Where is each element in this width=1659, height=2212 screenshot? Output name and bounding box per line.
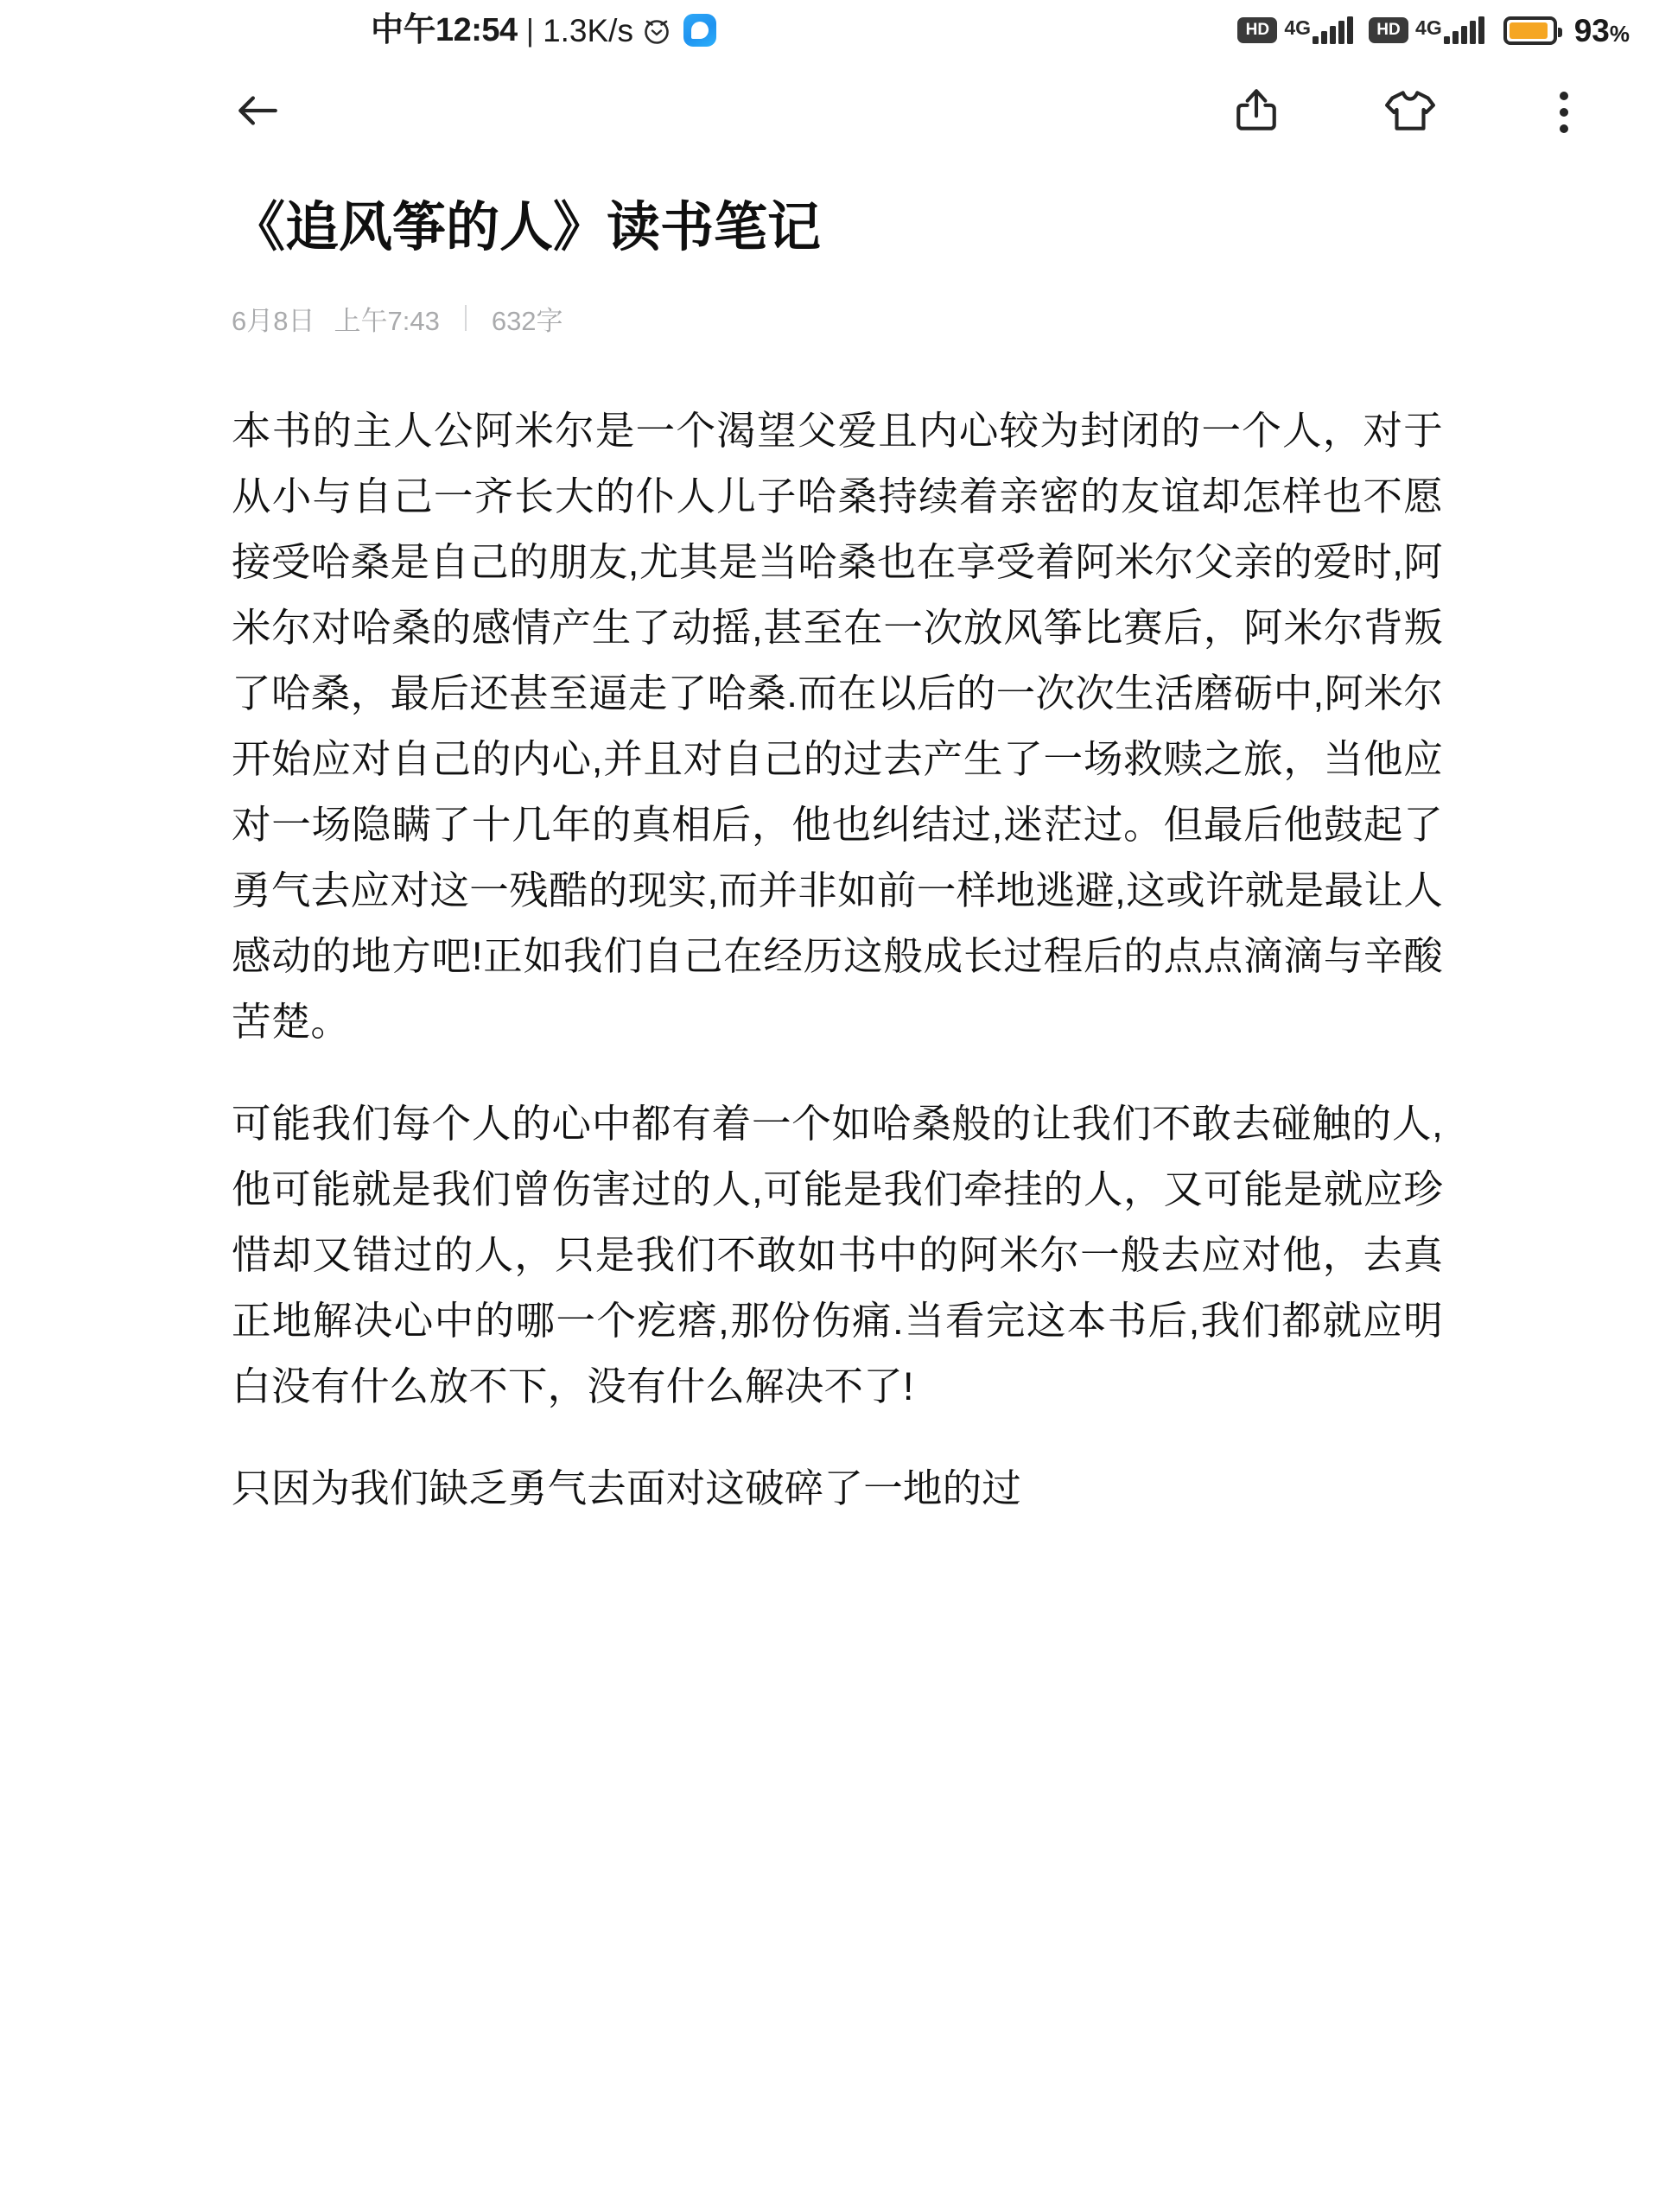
back-button[interactable] [216,71,299,154]
article-paragraph: 可能我们每个人的心中都有着一个如哈桑般的让我们不敢去碰触的人,他可能就是我们曾伤害过的人,可能是我们牵挂的人，又可能是就应珍惜却又错过的人，只是我们不敢如书中的阿米尔一般去应对他，去真正地解决心中的哪一个疙瘩,那份伤痛.当看完这本书后,我们都就应明白没有什么放不下，没有什么解决不了! [232,1101,1443,1408]
signal-bars-sim1 [1313,16,1353,44]
status-bar-right [1237,12,1630,48]
hd-badge-sim1: HD [1237,17,1277,43]
share-button[interactable] [1215,71,1298,154]
alarm-clock-icon [641,15,672,46]
app-toolbar [0,60,1659,164]
more-options-button[interactable] [1522,71,1605,154]
network-type-sim1: 4G [1284,16,1312,39]
article-meta [232,299,1443,338]
meta-divider [465,305,467,331]
article-title: 《追风筝的人》读书笔记 [232,198,822,257]
article-paragraph: 只因为我们缺乏勇气去面对这破碎了一地的过 [232,1465,1022,1510]
signal-bars-sim2 [1444,16,1484,44]
battery-percent-value: 93 [1573,12,1610,48]
status-clock: 中午12:54 [371,12,518,48]
network-type-sim2: 4G [1415,16,1442,39]
article-body[interactable] [232,398,1443,1522]
back-arrow-icon [232,86,283,140]
hd-badge-sim2: HD [1369,17,1408,43]
battery-percent [1573,12,1630,48]
article-paragraph: 本书的主人公阿米尔是一个渴望父爱且内心较为封闭的一个人，对于从小与自己一齐长大的仆人儿子哈桑持续着亲密的友谊却怎样也不愿接受哈桑是自己的朋友,尤其是当哈桑也在享受着阿米尔父亲的爱时,阿米尔对哈桑的感情产生了动摇,甚至在一次放风筝比赛后，阿米尔背叛了哈桑，最后还甚至逼走了哈桑.而在以后的一次次生活磨砺中,阿米尔开始应对自己的内心,并且对自己的过去产生了一场救赎之旅，当他应对一场隐瞒了十几年的真相后，他也纠结过,迷茫过。但最后他鼓起了勇气去应对这一残酷的现实,而并非如前一样地逃避,这或许就是最让人感动的地方吧!正如我们自己在经历这般成长过程后的点点滴滴与辛酸苦楚。 [232,408,1443,1044]
theme-skin-button[interactable] [1369,71,1452,154]
article-date: 6月8日 [232,305,315,336]
more-vertical-icon [1560,92,1568,133]
share-icon [1231,86,1281,140]
article-container [0,195,1659,1522]
status-bar-left [371,14,716,47]
status-bar [0,0,1659,60]
battery-icon [1503,16,1557,45]
messenger-app-icon [683,14,716,47]
article-time: 上午7:43 [334,305,440,336]
battery-percent-unit: % [1609,20,1630,47]
status-separator: | [525,12,535,48]
t-shirt-theme-icon [1383,86,1437,140]
network-speed: 1.3K/s [543,12,633,48]
article-word-count: 632字 [491,305,563,336]
